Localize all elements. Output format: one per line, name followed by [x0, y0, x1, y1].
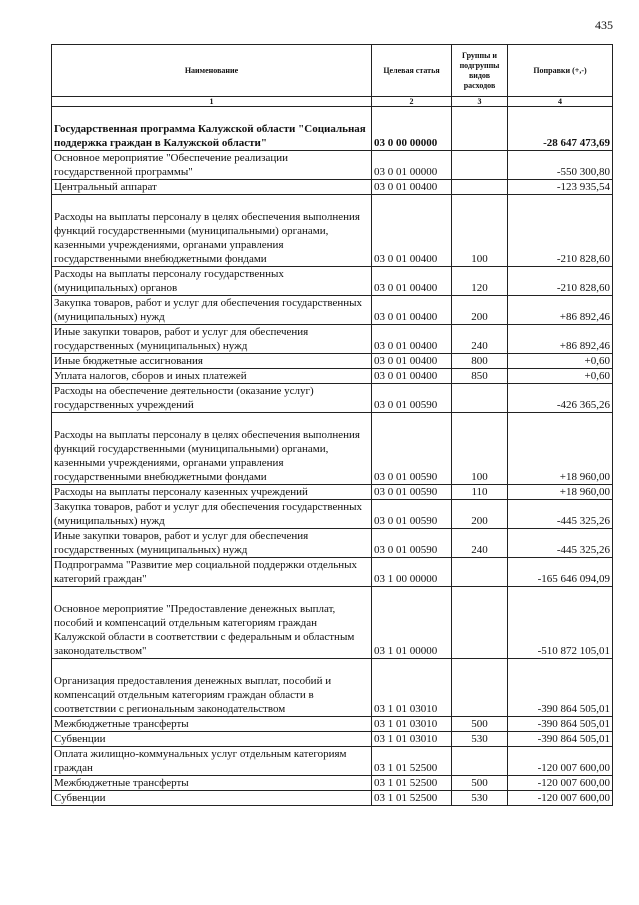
table-row: [52, 587, 613, 659]
row-code: 03 0 01 00400: [372, 354, 452, 369]
row-group: [452, 558, 508, 587]
row-code: 03 1 01 52500: [372, 776, 452, 791]
row-code: 03 0 01 00590: [372, 529, 452, 558]
row-group: 850: [452, 369, 508, 384]
header-code: Целевая статья: [372, 45, 452, 97]
column-number-row: [52, 97, 613, 107]
row-name: Закупка товаров, работ и услуг для обеспечения государственных (муниципальных) нужд: [52, 296, 372, 325]
row-code: 03 0 01 00000: [372, 151, 452, 180]
row-code: 03 0 00 00000: [372, 107, 452, 151]
row-amount: -28 647 473,69: [508, 107, 613, 151]
column-number: 1: [52, 97, 372, 107]
row-amount: +0,60: [508, 354, 613, 369]
row-amount: -390 864 505,01: [508, 717, 613, 732]
row-group: 120: [452, 267, 508, 296]
table-row: [52, 267, 613, 296]
row-group: 800: [452, 354, 508, 369]
row-amount: -390 864 505,01: [508, 732, 613, 747]
row-amount: -510 872 105,01: [508, 587, 613, 659]
table-row: [52, 776, 613, 791]
row-group: 500: [452, 776, 508, 791]
table-row: [52, 180, 613, 195]
row-amount: +86 892,46: [508, 296, 613, 325]
row-amount: +0,60: [508, 369, 613, 384]
row-name: Организация предоставления денежных выплат, пособий и компенсаций отдельным категориям граждан области в соответствии с региональным законодательством: [52, 659, 372, 717]
table-row: [52, 369, 613, 384]
row-name: Расходы на обеспечение деятельности (оказание услуг) государственных учреждений: [52, 384, 372, 413]
row-code: 03 0 01 00590: [372, 413, 452, 485]
row-name: Расходы на выплаты персоналу в целях обеспечения выполнения функций государственными (муниципальными) органами, казенными учреждениями, органами управления государственными внебюджетными фондами: [52, 195, 372, 267]
row-code: 03 1 01 03010: [372, 717, 452, 732]
row-name: Уплата налогов, сборов и иных платежей: [52, 369, 372, 384]
row-code: 03 1 01 03010: [372, 732, 452, 747]
page-number: 435: [595, 18, 613, 32]
row-name: Закупка товаров, работ и услуг для обеспечения государственных (муниципальных) нужд: [52, 500, 372, 529]
header-amount: Поправки (+,-): [508, 45, 613, 97]
row-amount: -550 300,80: [508, 151, 613, 180]
row-group: [452, 659, 508, 717]
table-row: [52, 296, 613, 325]
header-name: Наименование: [52, 45, 372, 97]
row-code: 03 1 01 03010: [372, 659, 452, 717]
row-name: Иные закупки товаров, работ и услуг для обеспечения государственных (муниципальных) нужд: [52, 529, 372, 558]
table-row: [52, 485, 613, 500]
row-name: Межбюджетные трансферты: [52, 717, 372, 732]
row-amount: -123 935,54: [508, 180, 613, 195]
column-number: 3: [452, 97, 508, 107]
row-code: 03 1 01 52500: [372, 747, 452, 776]
row-code: 03 1 00 00000: [372, 558, 452, 587]
row-amount: -120 007 600,00: [508, 791, 613, 806]
row-code: 03 0 01 00400: [372, 180, 452, 195]
table-row: [52, 195, 613, 267]
table-row: [52, 413, 613, 485]
budget-table: [51, 44, 613, 806]
row-amount: -120 007 600,00: [508, 747, 613, 776]
row-amount: -120 007 600,00: [508, 776, 613, 791]
header-row: [52, 45, 613, 97]
row-group: [452, 180, 508, 195]
table-row: [52, 325, 613, 354]
row-code: 03 1 01 52500: [372, 791, 452, 806]
row-amount: +18 960,00: [508, 485, 613, 500]
row-code: 03 0 01 00590: [372, 500, 452, 529]
row-name: Межбюджетные трансферты: [52, 776, 372, 791]
row-name: Иные бюджетные ассигнования: [52, 354, 372, 369]
row-name: Иные закупки товаров, работ и услуг для обеспечения государственных (муниципальных) нужд: [52, 325, 372, 354]
row-code: 03 0 01 00400: [372, 369, 452, 384]
row-group: [452, 107, 508, 151]
table-row: [52, 500, 613, 529]
row-name: Расходы на выплаты персоналу казенных учреждений: [52, 485, 372, 500]
row-group: [452, 587, 508, 659]
row-group: [452, 384, 508, 413]
row-code: 03 0 01 00590: [372, 485, 452, 500]
table-row: [52, 747, 613, 776]
table-row: [52, 529, 613, 558]
row-name: Подпрограмма "Развитие мер социальной поддержки отдельных категорий граждан": [52, 558, 372, 587]
row-group: [452, 151, 508, 180]
row-code: 03 0 01 00400: [372, 296, 452, 325]
row-group: 240: [452, 325, 508, 354]
row-code: 03 0 01 00400: [372, 267, 452, 296]
row-amount: -210 828,60: [508, 267, 613, 296]
row-amount: -390 864 505,01: [508, 659, 613, 717]
row-name: Расходы на выплаты персоналу государственных (муниципальных) органов: [52, 267, 372, 296]
row-group: [452, 747, 508, 776]
row-name: Оплата жилищно-коммунальных услуг отдельным категориям граждан: [52, 747, 372, 776]
row-group: 100: [452, 195, 508, 267]
row-code: 03 0 01 00400: [372, 325, 452, 354]
row-code: 03 0 01 00590: [372, 384, 452, 413]
row-amount: -426 365,26: [508, 384, 613, 413]
header-group: Группы и подгруппы видов расходов: [452, 45, 508, 97]
row-amount: -210 828,60: [508, 195, 613, 267]
row-amount: +18 960,00: [508, 413, 613, 485]
table-row: [52, 791, 613, 806]
row-amount: -445 325,26: [508, 529, 613, 558]
table-row: [52, 151, 613, 180]
column-number: 4: [508, 97, 613, 107]
row-group: 240: [452, 529, 508, 558]
table-row: [52, 354, 613, 369]
row-group: 100: [452, 413, 508, 485]
table-row: [52, 717, 613, 732]
row-name: Расходы на выплаты персоналу в целях обеспечения выполнения функций государственными (муниципальными) органами, казенными учреждениями, органами управления государственными внебюджетными фондами: [52, 413, 372, 485]
row-amount: +86 892,46: [508, 325, 613, 354]
row-code: 03 1 01 00000: [372, 587, 452, 659]
row-name: Субвенции: [52, 732, 372, 747]
table-row: [52, 384, 613, 413]
row-group: 530: [452, 791, 508, 806]
row-name: Центральный аппарат: [52, 180, 372, 195]
row-code: 03 0 01 00400: [372, 195, 452, 267]
row-group: 530: [452, 732, 508, 747]
row-group: 200: [452, 500, 508, 529]
row-group: 500: [452, 717, 508, 732]
table-row: [52, 732, 613, 747]
row-name: Субвенции: [52, 791, 372, 806]
row-group: 110: [452, 485, 508, 500]
column-number: 2: [372, 97, 452, 107]
table-row: [52, 107, 613, 151]
row-name: Государственная программа Калужской области "Социальная поддержка граждан в Калужской области": [52, 107, 372, 151]
row-group: 200: [452, 296, 508, 325]
row-name: Основное мероприятие "Предоставление денежных выплат, пособий и компенсаций отдельным категориям граждан Калужской области в соответствии с федеральным и областным законодательством": [52, 587, 372, 659]
table-row: [52, 558, 613, 587]
row-amount: -445 325,26: [508, 500, 613, 529]
table-row: [52, 659, 613, 717]
row-amount: -165 646 094,09: [508, 558, 613, 587]
row-name: Основное мероприятие "Обеспечение реализации государственной программы": [52, 151, 372, 180]
